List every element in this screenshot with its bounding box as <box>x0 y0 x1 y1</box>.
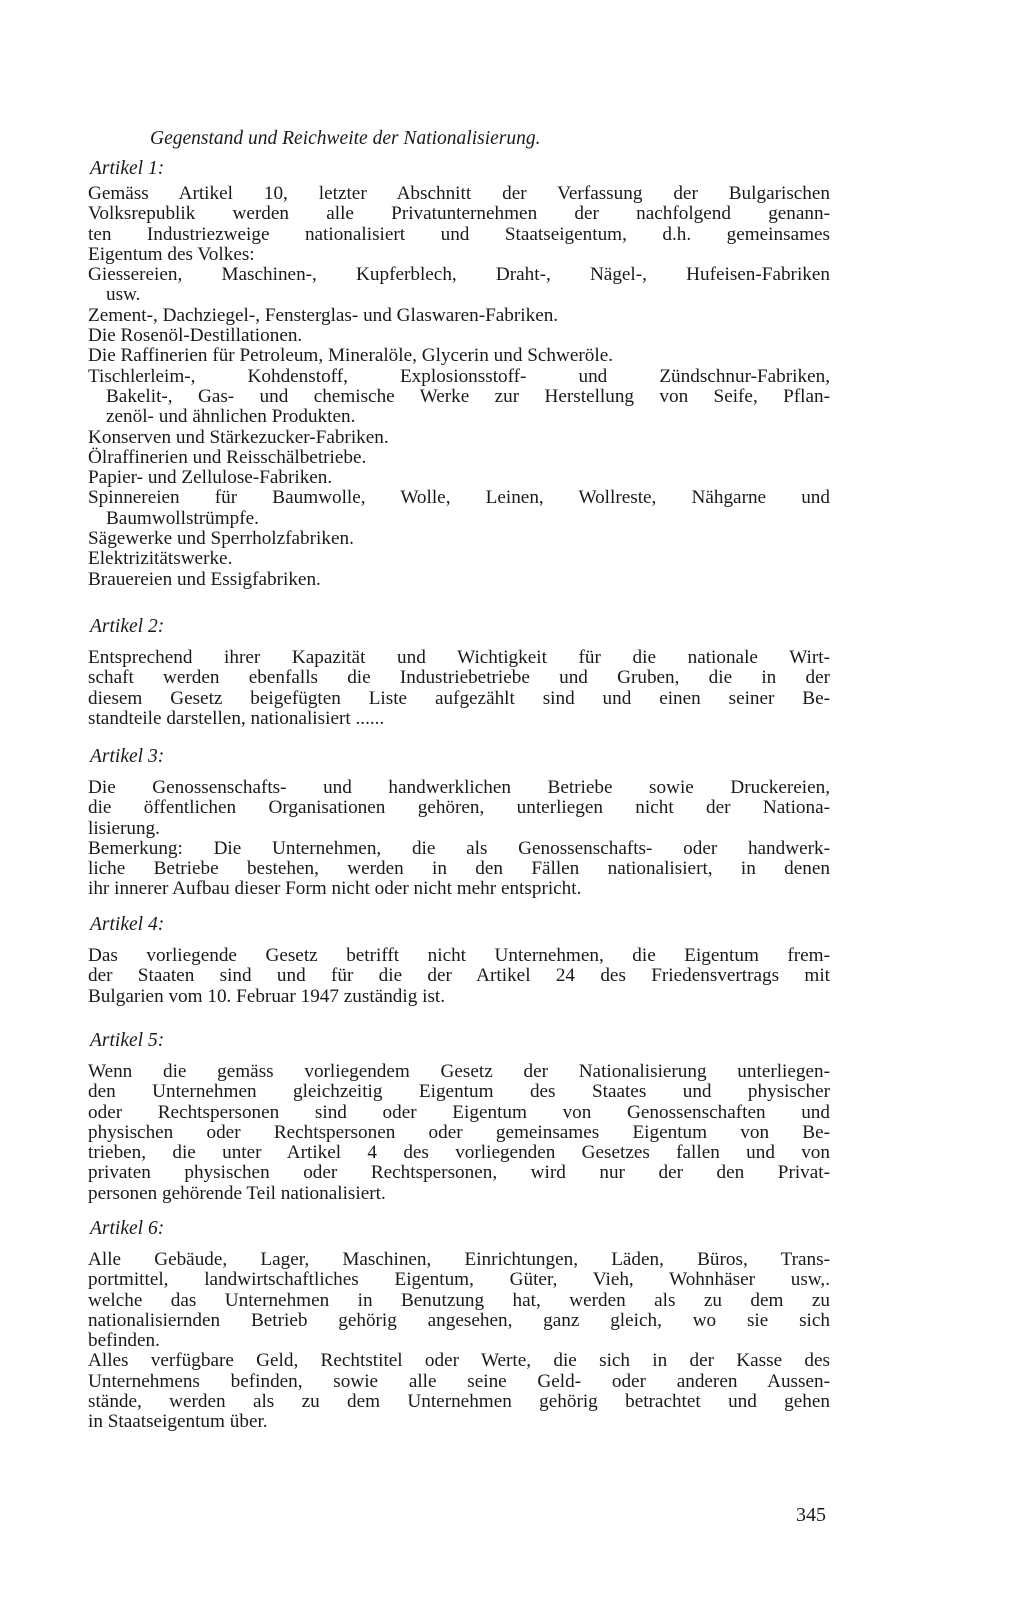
article-1-title: Artikel 1: <box>90 158 165 179</box>
text-line: welche das Unternehmen in Benutzung hat, werden als zu dem zu <box>88 1289 830 1311</box>
text-line: Die Rosenöl-Destillationen. <box>88 325 303 347</box>
text-line: ten Industriezweige nationalisiert und Staatseigentum, d.h. gemeinsames <box>88 223 830 245</box>
text-line: zenöl- und ähnlichen Produkten. <box>106 406 356 428</box>
text-line: die öffentlichen Organisationen gehören, unterliegen nicht der Nationa- <box>88 797 830 819</box>
text-line: stände, werden als zu dem Unternehmen gehörig betrachtet und gehen <box>88 1391 830 1413</box>
text-line: Bemerkung: Die Unternehmen, die als Genossenschafts- oder handwerk- <box>88 837 830 859</box>
text-line: Tischlerleim-, Kohdenstoff, Explosionsstoff- und Zündschnur-Fabriken, <box>88 365 830 387</box>
article-5-body <box>88 1062 830 1204</box>
text-line: personen gehörende Teil nationalisiert. <box>88 1182 386 1204</box>
article-6-body <box>88 1250 830 1433</box>
article-4-title: Artikel 4: <box>90 914 165 935</box>
text-line: Bulgarien vom 10. Februar 1947 zuständig ist. <box>88 985 446 1007</box>
section-heading: Gegenstand und Reichweite der Nationalisierung. <box>150 128 541 149</box>
article-2-body <box>88 648 830 729</box>
text-line: standteile darstellen, nationalisiert ...... <box>88 707 385 729</box>
text-line: Bakelit-, Gas- und chemische Werke zur Herstellung von Seife, Pflan- <box>106 385 830 407</box>
text-line: Alle Gebäude, Lager, Maschinen, Einrichtungen, Läden, Büros, Trans- <box>88 1249 830 1270</box>
text-line: trieben, die unter Artikel 4 des vorliegenden Gesetzes fallen und von <box>88 1142 830 1164</box>
text-line: Eigentum des Volkes: <box>88 243 255 265</box>
text-line: schaft werden ebenfalls die Industriebetriebe und Gruben, die in der <box>88 667 830 689</box>
text-line: Alles verfügbare Geld, Rechtstitel oder Werte, die sich in der Kasse des <box>88 1350 830 1372</box>
text-line: Gemäss Artikel 10, letzter Abschnitt der Verfassung der Bulgarischen <box>88 183 830 204</box>
text-line: Konserven und Stärkezucker-Fabriken. <box>88 426 389 448</box>
article-2-title: Artikel 2: <box>90 616 165 637</box>
text-line: in Staatseigentum über. <box>88 1411 268 1433</box>
text-line: den Unternehmen gleichzeitig Eigentum des Staates und physischer <box>88 1081 830 1103</box>
text-line: lisierung. <box>88 817 160 839</box>
text-line: befinden. <box>88 1330 160 1352</box>
text-line: nationalisiernden Betrieb gehörig angesehen, ganz gleich, wo sie sich <box>88 1309 830 1331</box>
text-line: portmittel, landwirtschaftliches Eigentum, Güter, Vieh, Wohnhäser usw,. <box>88 1269 830 1291</box>
text-line: Entsprechend ihrer Kapazität und Wichtigkeit für die nationale Wirt- <box>88 647 830 668</box>
article-1-body <box>88 184 830 590</box>
text-line: Elektrizitätswerke. <box>88 548 233 570</box>
text-line: liche Betriebe bestehen, werden in den Fällen nationalisiert, in denen <box>88 858 830 880</box>
page-number: 345 <box>796 1504 826 1526</box>
text-line: Ölraffinerien und Reisschälbetriebe. <box>88 446 367 468</box>
text-line: usw. <box>106 284 141 306</box>
text-line: Giessereien, Maschinen-, Kupferblech, Draht-, Nägel-, Hufeisen-Fabriken <box>88 264 830 286</box>
article-4-body <box>88 946 830 1007</box>
text-line: physischen oder Rechtspersonen oder gemeinsames Eigentum von Be- <box>88 1121 830 1143</box>
text-line: diesem Gesetz beigefügten Liste aufgezählt sind und einen seiner Be- <box>88 687 830 709</box>
text-line: Spinnereien für Baumwolle, Wolle, Leinen, Wollreste, Nähgarne und <box>88 487 830 509</box>
text-line: Wenn die gemäss vorliegendem Gesetz der Nationalisierung unterliegen- <box>88 1061 830 1082</box>
text-line: Die Genossenschafts- und handwerklichen Betriebe sowie Druckereien, <box>88 777 830 798</box>
article-5-title: Artikel 5: <box>90 1030 165 1051</box>
article-6-title: Artikel 6: <box>90 1218 165 1239</box>
text-line: Sägewerke und Sperrholzfabriken. <box>88 528 354 550</box>
text-line: Baumwollstrümpfe. <box>106 507 259 529</box>
article-3-title: Artikel 3: <box>90 746 165 767</box>
text-line: Zement-, Dachziegel-, Fensterglas- und Glaswaren-Fabriken. <box>88 304 559 326</box>
text-line: der Staaten sind und für die der Artikel 24 des Friedensvertrags mit <box>88 965 830 987</box>
article-3-body <box>88 778 830 900</box>
text-line: Volksrepublik werden alle Privatunternehmen der nachfolgend genann- <box>88 203 830 225</box>
text-line: oder Rechtspersonen sind oder Eigentum von Genossenschaften und <box>88 1101 830 1123</box>
text-line: Die Raffinerien für Petroleum, Mineralöle, Glycerin und Schweröle. <box>88 345 614 367</box>
text-line: Das vorliegende Gesetz betrifft nicht Unternehmen, die Eigentum frem- <box>88 945 830 966</box>
text-line: ihr innerer Aufbau dieser Form nicht oder nicht mehr entspricht. <box>88 878 582 900</box>
text-line: Brauereien und Essigfabriken. <box>88 568 321 590</box>
text-line: Unternehmens befinden, sowie alle seine Geld- oder anderen Aussen- <box>88 1370 830 1392</box>
text-line: Papier- und Zellulose-Fabriken. <box>88 467 333 489</box>
text-line: privaten physischen oder Rechtspersonen, wird nur der den Privat- <box>88 1162 830 1184</box>
